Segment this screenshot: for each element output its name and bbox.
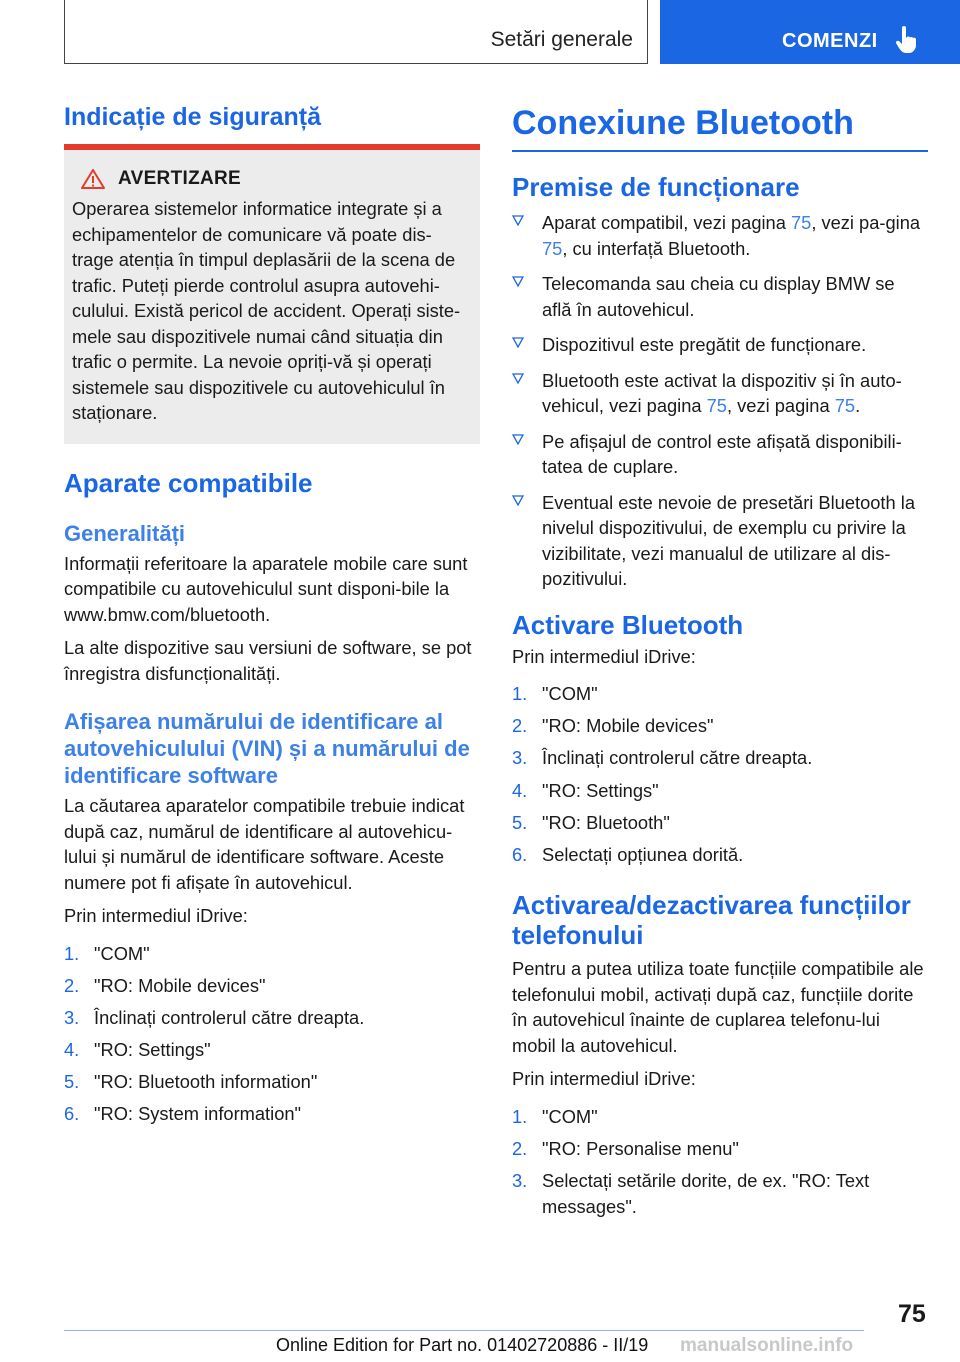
step-number: 5. [64, 1071, 80, 1093]
list-item: Eventual este nevoie de presetări Bluetooth la nivelul dispozitivului, de exemplu cu privire la vizibilitate, vezi manualul de utilizare al dis-pozitivului. [512, 490, 928, 592]
list-item: Bluetooth este activat la dispozitiv și în auto-vehicul, vezi pagina 75, vezi pagina 75. [512, 368, 928, 419]
list-item: 3. Înclinați controlerul către dreapta. [512, 745, 928, 771]
step-number: 2. [64, 974, 80, 996]
list-item: 4. "RO: Settings" [64, 1037, 480, 1063]
triangle-bullet-icon [512, 433, 524, 445]
page-link[interactable]: 75 [790, 212, 812, 233]
list-item: 1. "COM" [512, 681, 928, 707]
step-number: 3. [512, 1170, 528, 1191]
list-item: 2. "RO: Mobile devices" [512, 713, 928, 739]
list-item: Telecomanda sau cheia cu display BMW se află în autovehicul. [512, 271, 928, 322]
page-link[interactable]: 75 [706, 395, 727, 416]
right-column [512, 100, 928, 1226]
phone-functions-heading: Activarea/dezactivarea funcțiilor telefonului [512, 890, 911, 951]
vin-steps-list [64, 941, 480, 1127]
step-number: 4. [64, 1039, 80, 1061]
header-section-title: Setări generale [490, 28, 633, 51]
activate-bluetooth-heading: Activare Bluetooth [512, 609, 744, 640]
header-chapter-tab[interactable] [660, 0, 960, 64]
step-number: 1. [64, 942, 80, 964]
step-number: 2. [512, 715, 528, 737]
prerequisites-heading: Premise de funcționare [512, 172, 800, 202]
vin-paragraph-2: Prin intermediul iDrive: [64, 905, 248, 926]
page-number: 75 [898, 1300, 926, 1328]
warning-box [64, 144, 480, 444]
step-number: 6. [64, 1103, 80, 1125]
general-paragraph-1: Informații referitoare la aparatele mobile care sunt compatibile cu autovehiculul sunt disponi-bile la www.bmw.com/bluetooth. [64, 552, 468, 625]
activate-intro: Prin intermediul iDrive: [512, 645, 696, 667]
watermark: manualsonline.info [680, 1335, 854, 1356]
triangle-bullet-icon [512, 214, 524, 226]
footer-divider [64, 1330, 864, 1331]
footer-edition: Online Edition for Part no. 01402720886 - II/19 [276, 1335, 649, 1355]
list-item: 3. Selectați setările dorite, de ex. "RO: Text messages". [512, 1170, 870, 1217]
left-column [64, 100, 480, 1134]
phone-paragraph-1: Pentru a putea utiliza toate funcțiile compatibile ale telefonului mobil, activați după caz, funcțiile dorite în autovehicul înainte de cuplarea telefonu-lui mobil la autovehicul. [512, 958, 924, 1056]
step-number: 3. [64, 1006, 80, 1028]
list-item: 6. "RO: System information" [64, 1101, 480, 1127]
step-number: 1. [512, 683, 528, 704]
warning-label: AVERTIZARE [118, 168, 241, 189]
list-item: 5. "RO: Bluetooth information" [64, 1069, 480, 1095]
list-item: 2. "RO: Mobile devices" [64, 973, 480, 999]
hand-pointer-icon [896, 26, 918, 54]
list-item: 4. "RO: Settings" [512, 778, 928, 804]
general-paragraph-2: La alte dispozitive sau versiuni de software, se pot înregistra disfuncționalități. [64, 637, 472, 684]
step-number: 1. [512, 1105, 528, 1127]
triangle-bullet-icon [512, 494, 524, 506]
warning-text: Operarea sistemelor informatice integrate și a echipamentelor de comunicare vă poate dis-trage atenția în timpul deplasării de la scena de trafic. Puteți pierde controlul asupra autovehi-culului. Există pericol de accident. Operați siste-mele sau dispozitivele numai când situația din trafic o permite. La nevoie opriți-vă și operați sistemele sau dispozitivele cu autovehiculul în staționare. [72, 198, 461, 423]
vin-heading: Afișarea numărului de identificare al autovehiculului (VIN) și a numărului de identificare software [64, 709, 470, 788]
list-item: Aparat compatibil, vezi pagina 75, vezi pa-gina 75, cu interfață Bluetooth. [512, 210, 928, 261]
compatible-devices-heading: Aparate compatibile [64, 467, 313, 498]
list-item: 3. Înclinați controlerul către dreapta. [64, 1005, 480, 1031]
list-item: 5. "RO: Bluetooth" [512, 810, 928, 836]
list-item: 6. Selectați opțiunea dorită. [512, 842, 928, 868]
prerequisites-list [512, 210, 928, 592]
step-number: 5. [512, 811, 528, 833]
triangle-bullet-icon [512, 372, 524, 384]
list-item: 2. "RO: Personalise menu" [512, 1136, 928, 1162]
step-number: 3. [512, 747, 528, 769]
page-link[interactable]: 75 [834, 395, 856, 416]
phone-steps-list [512, 1104, 928, 1219]
header-section-box [64, 0, 648, 64]
general-heading: Generalități [64, 520, 186, 546]
phone-paragraph-2: Prin intermediul iDrive: [512, 1068, 696, 1090]
list-item: 1. "COM" [64, 941, 480, 967]
safety-heading: Indicație de siguranță [64, 103, 322, 131]
header-chapter-label: COMENZI [782, 30, 878, 52]
triangle-bullet-icon [512, 275, 524, 287]
warning-triangle-icon [80, 168, 106, 190]
vin-paragraph-1: La căutarea aparatelor compatibile trebuie indicat după caz, numărul de identificare al autovehicu-lului și numărul de identificare software. Aceste numere pot fi afișate în autovehicul. [64, 795, 465, 893]
step-number: 6. [512, 843, 528, 865]
bluetooth-connection-title: Conexiune Bluetooth [512, 100, 928, 152]
list-item: Dispozitivul este pregătit de funcționare. [512, 332, 928, 358]
list-item: Pe afișajul de control este afișată disponibili-tatea de cuplare. [512, 429, 928, 480]
triangle-bullet-icon [512, 336, 524, 348]
page-link[interactable]: 75 [542, 237, 563, 259]
step-number: 2. [512, 1137, 528, 1159]
list-item: 1. "COM" [512, 1104, 928, 1130]
step-number: 4. [512, 779, 528, 801]
activate-steps-list [512, 681, 928, 867]
